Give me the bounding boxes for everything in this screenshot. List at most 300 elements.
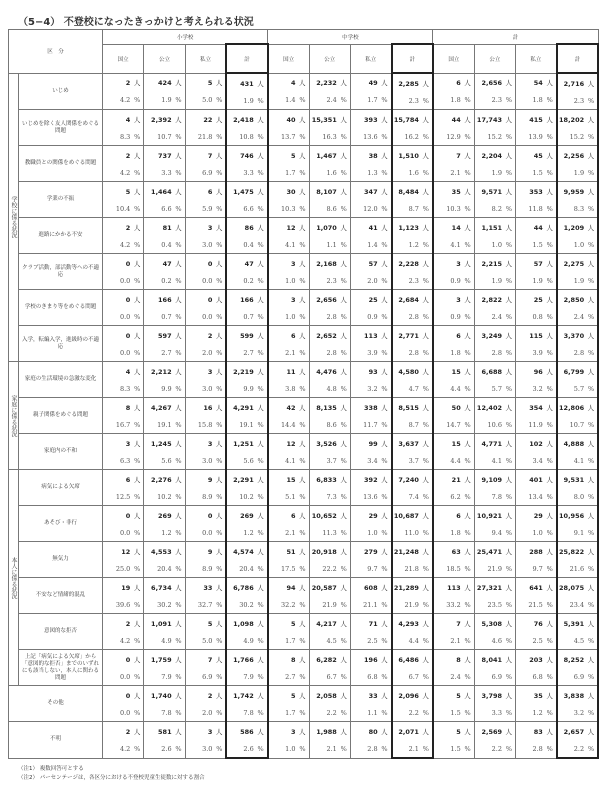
count-unit: 人 [257, 439, 264, 448]
count [144, 619, 181, 628]
pct-unit: % [134, 420, 141, 429]
pct-value: 2.1 [285, 528, 296, 537]
value-cell [144, 218, 185, 254]
count-unit: 人 [546, 115, 553, 124]
count [558, 295, 594, 304]
percentage [269, 565, 306, 573]
count-value: 6 [456, 79, 461, 88]
pct-value: 6.7 [326, 672, 337, 681]
count-unit: 人 [133, 583, 141, 592]
count [103, 547, 140, 556]
count-unit: 人 [175, 367, 182, 376]
percentage [475, 205, 512, 213]
count [269, 259, 306, 268]
count-unit: 人 [175, 187, 182, 196]
pct-unit: % [464, 672, 471, 681]
count [351, 511, 388, 520]
count-unit: 人 [587, 547, 595, 556]
table-row [9, 326, 599, 362]
count [516, 187, 553, 196]
count-unit: 人 [175, 439, 182, 448]
count-unit: 人 [257, 619, 264, 628]
count-value: 269 [158, 511, 172, 520]
percentage [186, 601, 223, 609]
percentage [558, 637, 594, 645]
count [227, 403, 263, 412]
count [351, 475, 388, 484]
pct-value: 3.2 [573, 708, 585, 717]
count-unit: 人 [175, 259, 182, 268]
pct-unit: % [505, 564, 513, 573]
value-cell [516, 362, 557, 398]
pct-unit: % [216, 312, 223, 321]
count-unit: 人 [422, 79, 429, 88]
percentage [558, 421, 594, 429]
pct-value: 3.2 [532, 384, 543, 393]
count-value: 4,574 [233, 547, 254, 556]
pct-unit: % [340, 240, 347, 249]
count-value: 29 [533, 511, 543, 520]
count [434, 295, 471, 304]
count-value: 3,526 [316, 439, 337, 448]
percentage [269, 493, 306, 501]
pct-value: 2.2 [491, 744, 503, 753]
count-value: 5 [207, 619, 213, 628]
pct-unit: % [422, 240, 429, 249]
count-value: 4,291 [233, 403, 254, 412]
percentage [393, 673, 429, 681]
count-unit: 人 [546, 79, 553, 88]
pct-value: 15.8 [197, 420, 213, 429]
pct-unit: % [381, 132, 388, 141]
value-cell [474, 362, 515, 398]
pct-unit: % [587, 240, 595, 249]
value-cell [350, 686, 391, 722]
count-unit: 人 [422, 187, 429, 196]
count-unit: 人 [587, 619, 595, 628]
count-value: 21,289 [393, 583, 419, 592]
value-cell [350, 110, 391, 146]
value-cell [309, 254, 350, 290]
count-value: 9 [207, 547, 213, 556]
value-cell [103, 362, 144, 398]
count-value: 115 [529, 331, 543, 340]
value-cell [226, 73, 267, 110]
pct-unit: % [587, 276, 595, 285]
value-cell [392, 650, 433, 686]
table-row [9, 686, 599, 722]
percentage [103, 349, 140, 357]
table-row [9, 470, 599, 506]
pct-unit: % [505, 168, 513, 177]
count-unit: 人 [257, 367, 264, 376]
count [227, 331, 263, 340]
count-value: 8,135 [316, 403, 337, 412]
pct-unit: % [134, 672, 141, 681]
count [351, 583, 388, 592]
pct-unit: % [422, 204, 429, 213]
pct-value: 9.1 [573, 528, 585, 537]
count-unit: 人 [381, 475, 388, 484]
count-value: 5 [456, 691, 461, 700]
percentage [393, 241, 429, 249]
percentage [186, 637, 223, 645]
count-unit: 人 [505, 187, 513, 196]
pct-value: 3.9 [532, 348, 543, 357]
count-unit: 人 [505, 727, 513, 736]
value-cell [144, 722, 185, 759]
count [351, 727, 388, 736]
pct-unit: % [587, 384, 595, 393]
percentage [434, 205, 471, 213]
value-cell [103, 578, 144, 614]
pct-value: 3.0 [202, 384, 213, 393]
percentage [475, 277, 512, 285]
count-unit: 人 [464, 259, 471, 268]
count-unit: 人 [175, 79, 182, 88]
count-unit: 人 [422, 583, 429, 592]
pct-unit: % [134, 96, 141, 105]
count-value: 2,096 [398, 691, 419, 700]
pct-value: 3.7 [408, 456, 419, 465]
percentage [144, 637, 181, 645]
pct-value: 21.8 [404, 564, 419, 573]
count [269, 511, 306, 520]
percentage [144, 709, 181, 717]
pct-unit: % [299, 492, 306, 501]
count-unit: 人 [299, 295, 306, 304]
header-elementary: 小学校 [103, 30, 268, 45]
pct-value: 2.8 [408, 312, 419, 321]
count-unit: 人 [299, 403, 306, 412]
count [516, 727, 553, 736]
count [558, 547, 594, 556]
count-value: 6,688 [481, 367, 503, 376]
count [475, 475, 512, 484]
count-unit: 人 [175, 295, 182, 304]
column-header: 国立 [103, 44, 144, 73]
count [227, 187, 263, 196]
percentage [144, 277, 181, 285]
count [269, 295, 306, 304]
count [144, 187, 181, 196]
count-value: 2 [125, 619, 131, 628]
count-unit: 人 [422, 367, 429, 376]
pct-unit: % [381, 312, 388, 321]
count [186, 511, 223, 520]
percentage [310, 241, 347, 249]
count-value: 51 [286, 547, 296, 556]
percentage [434, 277, 471, 285]
footnote-2: （注2） パーセンテージは，各区分における不登校児童生徒数に対する割合 [18, 775, 205, 781]
percentage [227, 241, 263, 249]
pct-value: 4.1 [285, 456, 296, 465]
count [516, 331, 553, 340]
count [103, 619, 140, 628]
count-value: 4,888 [563, 439, 585, 448]
row-label: 意図的な拒否 [19, 614, 103, 650]
pct-value: 11.8 [528, 204, 543, 213]
count-unit: 人 [505, 331, 513, 340]
count-value: 1,467 [316, 151, 337, 160]
count-unit: 人 [505, 367, 513, 376]
value-cell [350, 722, 391, 759]
count [103, 295, 140, 304]
value-cell [226, 290, 267, 326]
count-unit: 人 [546, 583, 553, 592]
percentage [393, 421, 429, 429]
value-cell [474, 722, 515, 759]
count-unit: 人 [464, 79, 471, 88]
count [144, 511, 181, 520]
pct-value: 2.8 [326, 348, 337, 357]
pct-unit: % [175, 708, 182, 717]
count-unit: 人 [175, 223, 182, 232]
pct-value: 2.8 [532, 744, 543, 753]
percentage [310, 565, 347, 573]
row-label: 無気力 [19, 542, 103, 578]
pct-value: 4.2 [119, 240, 131, 249]
pct-unit: % [381, 420, 388, 429]
pct-value: 5.0 [202, 636, 213, 645]
value-cell [144, 362, 185, 398]
percentage [227, 457, 263, 465]
pct-value: 0.2 [243, 276, 254, 285]
pct-value: 1.7 [285, 636, 296, 645]
pct-unit: % [505, 348, 513, 357]
pct-value: 3.3 [491, 708, 503, 717]
percentage [103, 565, 140, 573]
value-cell [226, 650, 267, 686]
count-unit: 人 [381, 79, 388, 88]
count [393, 151, 429, 160]
pct-unit: % [299, 132, 306, 141]
count-unit: 人 [299, 79, 306, 88]
value-cell [392, 182, 433, 218]
value-cell [516, 110, 557, 146]
pct-unit: % [299, 348, 306, 357]
pct-value: 32.7 [197, 600, 213, 609]
count-value: 96 [533, 367, 543, 376]
count-value: 347 [364, 187, 378, 196]
percentage [186, 745, 223, 753]
percentage [310, 313, 347, 321]
count-unit: 人 [299, 223, 306, 232]
count-value: 338 [364, 403, 378, 412]
value-cell [516, 146, 557, 182]
count-unit: 人 [299, 547, 306, 556]
count-value: 2,850 [563, 295, 585, 304]
pct-unit: % [175, 744, 182, 753]
pct-unit: % [134, 168, 141, 177]
count-unit: 人 [299, 115, 306, 124]
count-unit: 人 [546, 439, 553, 448]
count-value: 2,656 [316, 295, 337, 304]
count-unit: 人 [257, 295, 264, 304]
percentage [516, 637, 553, 645]
pct-value: 16.7 [115, 420, 131, 429]
count-unit: 人 [175, 547, 182, 556]
value-cell [557, 73, 598, 110]
count-unit: 人 [133, 295, 141, 304]
count-unit: 人 [464, 223, 471, 232]
value-cell [392, 578, 433, 614]
row-label: 入学，転編入学，進級時の不適応 [19, 326, 103, 362]
percentage [393, 493, 429, 501]
count-value: 15 [451, 439, 461, 448]
percentage [475, 96, 512, 104]
count [351, 367, 388, 376]
value-cell [392, 110, 433, 146]
count [351, 547, 388, 556]
percentage [393, 601, 429, 609]
count-unit: 人 [381, 439, 388, 448]
count-value: 3 [290, 727, 296, 736]
table-row [9, 398, 599, 434]
pct-unit: % [340, 528, 347, 537]
count-value: 1,464 [151, 187, 172, 196]
count-unit: 人 [505, 259, 513, 268]
count-unit: 人 [133, 475, 141, 484]
value-cell [309, 722, 350, 759]
value-cell [433, 146, 474, 182]
count-value: 4 [290, 79, 296, 88]
value-cell [557, 110, 598, 146]
percentage [558, 169, 594, 177]
table-row [9, 362, 599, 398]
pct-unit: % [464, 204, 471, 213]
pct-value: 8.9 [202, 492, 213, 501]
table-row [9, 650, 599, 686]
pct-value: 0.0 [119, 708, 131, 717]
pct-unit: % [340, 672, 347, 681]
value-cell [557, 254, 598, 290]
count-value: 6 [125, 475, 131, 484]
value-cell [185, 470, 226, 506]
value-cell [474, 290, 515, 326]
count [434, 151, 471, 160]
count-unit: 人 [175, 475, 182, 484]
count-value: 15 [286, 475, 296, 484]
value-cell [433, 722, 474, 759]
count-value: 1,070 [316, 223, 337, 232]
count-value: 8 [290, 655, 296, 664]
value-cell [144, 686, 185, 722]
value-cell [309, 506, 350, 542]
percentage [269, 637, 306, 645]
pct-unit: % [175, 456, 182, 465]
pct-unit: % [546, 312, 553, 321]
percentage [351, 529, 388, 537]
count [186, 151, 223, 160]
value-cell [392, 218, 433, 254]
pct-unit: % [134, 204, 141, 213]
count-unit: 人 [215, 151, 223, 160]
count-value: 57 [368, 259, 378, 268]
value-cell [144, 110, 185, 146]
count-value: 0 [125, 511, 131, 520]
count-unit: 人 [546, 259, 553, 268]
count [144, 655, 181, 664]
percentage [558, 565, 594, 573]
count-unit: 人 [505, 583, 513, 592]
pct-value: 0.8 [532, 312, 543, 321]
pct-unit: % [587, 492, 595, 501]
pct-unit: % [257, 348, 264, 357]
count-unit: 人 [299, 583, 306, 592]
percentage [393, 313, 429, 321]
count [310, 78, 347, 87]
pct-value: 12.9 [446, 132, 461, 141]
count-unit: 人 [505, 295, 513, 304]
pct-unit: % [175, 168, 182, 177]
pct-unit: % [381, 168, 388, 177]
pct-value: 8.6 [326, 420, 337, 429]
value-cell [433, 254, 474, 290]
pct-unit: % [587, 348, 595, 357]
count [434, 511, 471, 520]
count-unit: 人 [546, 475, 553, 484]
count [103, 187, 140, 196]
pct-unit: % [546, 276, 553, 285]
pct-unit: % [134, 528, 141, 537]
count-unit: 人 [340, 691, 347, 700]
pct-unit: % [299, 600, 306, 609]
count-value: 1,475 [233, 187, 254, 196]
count-value: 0 [125, 655, 131, 664]
count-value: 0 [125, 295, 131, 304]
pct-value: 0.7 [243, 312, 254, 321]
count-unit: 人 [299, 259, 306, 268]
value-cell [268, 254, 309, 290]
pct-value: 5.0 [202, 96, 213, 105]
percentage [558, 457, 594, 465]
count-unit: 人 [133, 331, 141, 340]
value-cell [226, 326, 267, 362]
percentage [227, 637, 263, 645]
pct-value: 21.1 [363, 600, 378, 609]
percentage [475, 637, 512, 645]
value-cell [516, 578, 557, 614]
count-unit: 人 [257, 403, 264, 412]
count [516, 151, 553, 160]
percentage [144, 313, 181, 321]
count-value: 353 [529, 187, 543, 196]
count-unit: 人 [505, 619, 513, 628]
count-value: 2,684 [398, 295, 419, 304]
count-unit: 人 [422, 403, 429, 412]
count [558, 187, 594, 196]
count-unit: 人 [422, 259, 429, 268]
pct-unit: % [381, 276, 388, 285]
count [310, 547, 347, 556]
value-cell [350, 470, 391, 506]
percentage [227, 349, 263, 357]
pct-value: 21.8 [197, 132, 213, 141]
percentage [516, 241, 553, 249]
category-label: 学校に係る状況 [9, 73, 19, 362]
percentage [144, 673, 181, 681]
pct-unit: % [381, 96, 388, 105]
percentage [351, 96, 388, 104]
value-cell [350, 542, 391, 578]
pct-unit: % [587, 672, 595, 681]
count [186, 655, 223, 664]
pct-value: 7.4 [408, 492, 419, 501]
value-cell [433, 578, 474, 614]
pct-value: 2.6 [161, 744, 172, 753]
count [475, 583, 512, 592]
